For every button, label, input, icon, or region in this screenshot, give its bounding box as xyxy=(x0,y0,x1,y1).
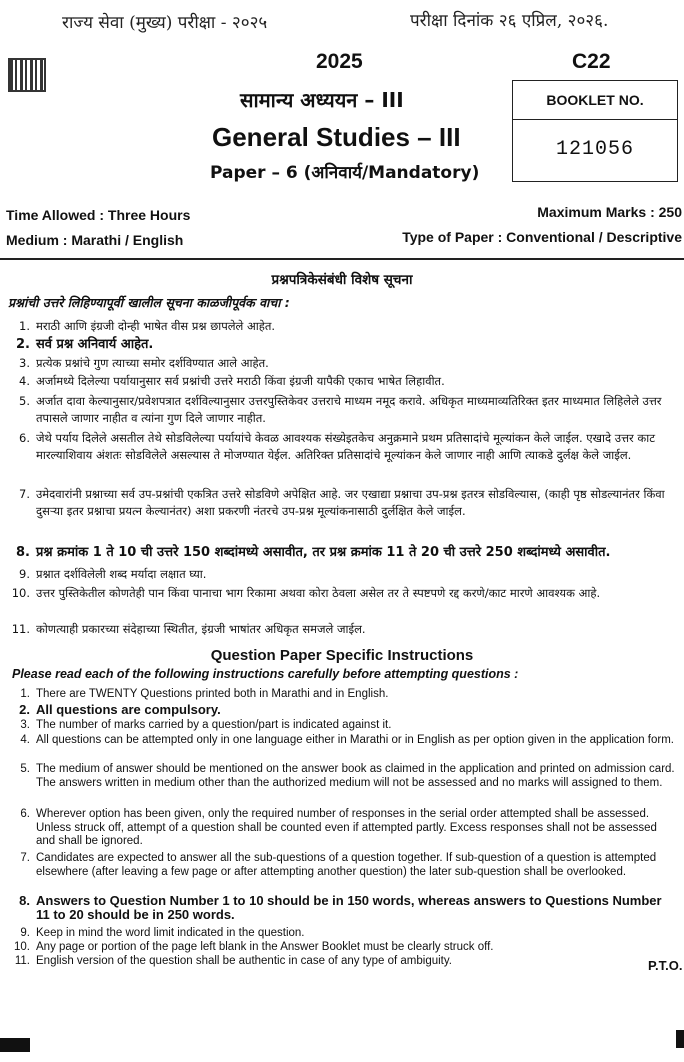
list-item: 3. प्रत्येक प्रश्नांचे गुण त्याच्या समोर दर्शविण्यात आले आहेत. xyxy=(19,356,269,370)
list-item: 9. प्रश्नात दर्शविलेली शब्द मर्यादा लक्षात घ्या. xyxy=(19,567,207,581)
booklet-label: BOOKLET NO. xyxy=(513,81,677,120)
paper-code: C22 xyxy=(572,50,611,73)
list-item: 10. Any page or portion of the page left blank in the Answer Booklet must be clearly struck off. xyxy=(14,941,494,953)
handwritten-exam-name: राज्य सेवा (मुख्य) परीक्षा - २०२५ xyxy=(62,13,268,33)
list-item: 2. All questions are compulsory. xyxy=(19,702,221,717)
list-item: 8. Answers to Question Number 1 to 10 should be in 150 words, whereas answers to Questions Number 11 to 20 should be in 250 words. xyxy=(19,893,662,922)
registration-mark xyxy=(0,1038,30,1052)
data-matrix-code xyxy=(8,58,46,92)
list-item: 3. The number of marks carried by a question/part is indicated against it. xyxy=(20,719,392,731)
marathi-instructions-subheading: प्रश्नांची उत्तरे लिहिण्यापूर्वी खालील सूचना काळजीपूर्वक वाचा : xyxy=(8,295,290,310)
paper-line: Paper – 6 (अनिवार्य/Mandatory) xyxy=(210,163,480,183)
english-instructions-subheading: Please read each of the following instructions carefully before attempting questions : xyxy=(12,667,519,681)
handwritten-exam-date: परीक्षा दिनांक २६ एप्रिल, २०२६. xyxy=(410,11,609,31)
list-item: 1. There are TWENTY Questions printed both in Marathi and in English. xyxy=(20,688,389,700)
list-item: 5. अर्जात दावा केल्यानुसार/प्रवेशपत्रात दर्शविल्यानुसार उत्तरपुस्तिकेवर उत्तराचे माध्यम नमूद करावे. अधिकृत माध्यमाव्यतिरिक्त इतर माध्यमात लिहिलेले उत्तर तपासले जाणार नाहीत व त्यांना गुण दिले जाणार नाहीत. xyxy=(19,394,662,425)
list-item: 4. All questions can be attempted only in one language either in Marathi or in English as per option given in the application form. xyxy=(20,734,675,746)
time-allowed: Time Allowed : Three Hours xyxy=(6,207,191,223)
list-item: 8. प्रश्न क्रमांक 1 ते 10 ची उत्तरे 150 शब्दांमध्ये असावीत, तर प्रश्न क्रमांक 11 ते 20 ची उत्तरे 250 शब्दांमध्ये असावीत. xyxy=(16,545,611,560)
title-english: General Studies – III xyxy=(212,122,461,152)
list-item: 10. उत्तर पुस्तिकेतील कोणतेही पान किंवा पानाचा भाग रिकामा अथवा कोरा ठेवला असेल तर ते स्पष्टपणे रद्द करणे/काट मारणे आवश्यक आहे. xyxy=(11,586,601,600)
medium: Medium : Marathi / English xyxy=(6,232,184,248)
maximum-marks: Maximum Marks : 250 xyxy=(537,204,682,220)
list-item: 6. Wherever option has been given, only the required number of responses in the serial order attempted shall be assessed. Unless struck off, attempt of a question shall be counted even if attempted partly. Excess responses shall not be assessed and shall be ignored. xyxy=(20,808,657,847)
list-item: 11. कोणत्याही प्रकारच्या संदेहाच्या स्थितीत, इंग्रजी भाषांतर अधिकृत समजले जाईल. xyxy=(11,622,366,636)
exam-year: 2025 xyxy=(316,50,363,73)
list-item: 1. मराठी आणि इंग्रजी दोन्ही भाषेत वीस प्रश्न छापलेले आहेत. xyxy=(19,319,276,333)
list-item: 4. अर्जामध्ये दिलेल्या पर्यायानुसार सर्व प्रश्नांची उत्तरे मराठी किंवा इंग्रजी यापैकी एकाच भाषेत लिहावीत. xyxy=(19,374,445,388)
booklet-box xyxy=(512,80,678,182)
pto-label: P.T.O. xyxy=(648,958,683,973)
registration-mark xyxy=(676,1030,684,1048)
divider xyxy=(0,258,684,260)
title-marathi: सामान्य अध्ययन – III xyxy=(240,88,404,112)
list-item: 9. Keep in mind the word limit indicated in the question. xyxy=(20,927,305,939)
marathi-instructions-heading: प्रश्नपत्रिकेसंबंधी विशेष सूचना xyxy=(271,272,413,288)
list-item: 7. उमेदवारांनी प्रश्नाच्या सर्व उप-प्रश्नांची एकत्रित उत्तरे सोडविणे अपेक्षित आहे. जर एखाद्या प्रश्नाचा उप-प्रश्न इतरत्र सोडविल्यास, (काही पृष्ठ सोडल्यानंतर किंवा दुसऱ्या इतर प्रश्नाचा प्रयत्न केल्यानंतर) अशा प्रकरणी नंतरचे उप-प्रश्न मूल्यांकनासाठी दुर्लक्षित केले जाईल. xyxy=(19,487,665,518)
list-item: 11. English version of the question shall be authentic in case of any type of ambiguity. xyxy=(14,955,452,967)
list-item: 5. The medium of answer should be mentioned on the answer book as claimed in the application and printed on admission card. The answers written in medium other than the authorized medium will not be assessed and no marks will assigned to them. xyxy=(20,763,675,789)
english-instructions-heading: Question Paper Specific Instructions xyxy=(210,647,474,664)
type-of-paper: Type of Paper : Conventional / Descriptive xyxy=(402,229,682,245)
list-item: 2. सर्व प्रश्न अनिवार्य आहेत. xyxy=(16,337,154,352)
list-item: 7. Candidates are expected to answer all the sub-questions of a question together. If sub-question of a question is attempted elsewhere (after leaving a few page or after attempting another question) the later sub-question shall be overlooked. xyxy=(20,852,657,878)
booklet-number: 121056 xyxy=(555,138,634,161)
list-item: 6. जेथे पर्याय दिलेले असतील तेथे सोडविलेल्या पर्यायांचे केवळ आवश्यक संख्येइतकेच अनुक्रमाने प्रथम प्रतिसादांचे मूल्यांकन केले जाईल. एखादे उत्तर काट मारल्याशिवाय अंशतः सोडविलेले असल्यास ते मोजण्यात येईल. अतिरिक्त प्रतिसादांचे मूल्यांकन केले जाणार नाही आणि त्याकडे दुर्लक्ष केले जाईल. xyxy=(19,431,655,462)
